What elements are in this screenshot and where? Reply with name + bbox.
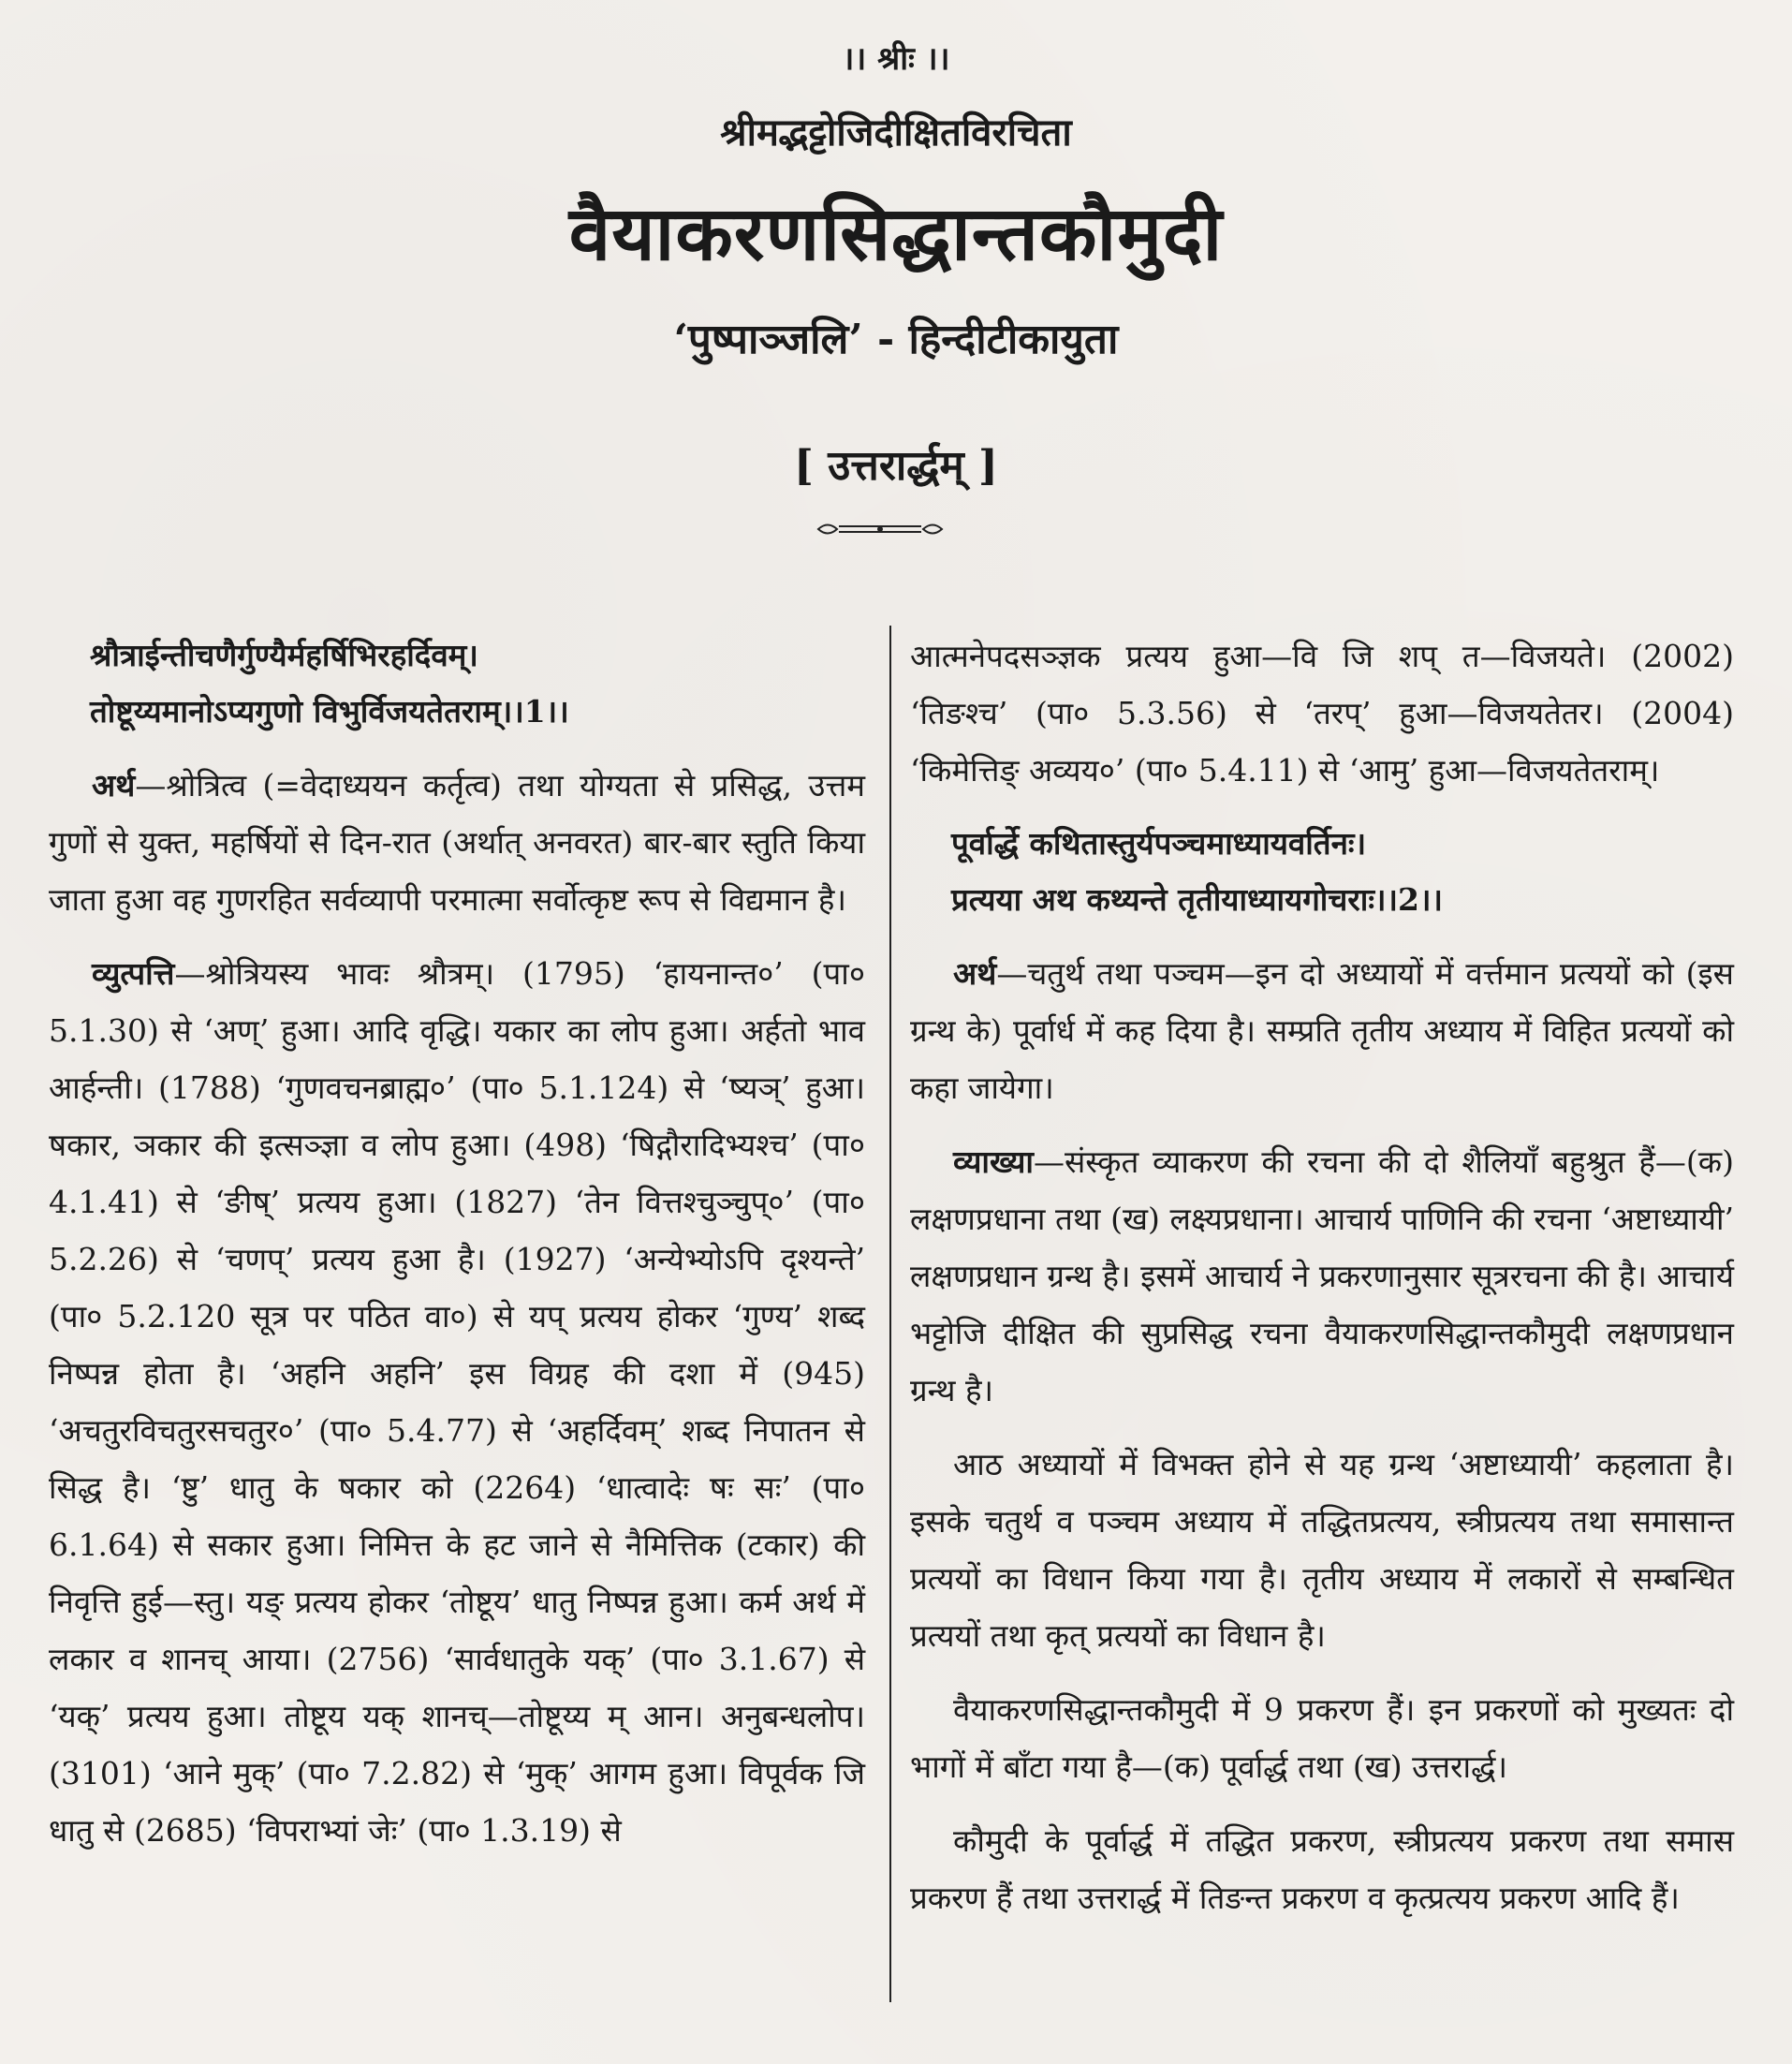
author-line: श्रीमद्भट्टोजिदीक्षितविरचिता — [720, 111, 1072, 155]
part-heading: [ उत्तरार्द्धम् ] — [794, 442, 998, 490]
verse-1 — [49, 627, 865, 740]
artha-paragraph-1 — [49, 757, 865, 928]
verse-2-line-1: पूर्वार्द्धे कथितास्तुर्यपञ्चमाध्यायवर्तिनः। — [951, 825, 1367, 862]
continuation-paragraph: आत्मनेपदसञ्ज्ञक प्रत्यय हुआ—वि जि शप् त—विजयते। (2002) ‘तिङश्च’ (पा० 5.3.56) से ‘तरप्’ हुआ—विजयतेतर। (2004) ‘किमेत्तिङ् अव्यय०’ (पा० 5.4.11) से ‘आमु’ हुआ—विजयतेतराम्। — [910, 638, 1734, 789]
left-column — [49, 627, 865, 1859]
artha-text-2: —चतुर्थ तथा पञ्चम—इन दो अध्यायों में वर्त्तमान प्रत्ययों को (इस ग्रन्थ के) पूर्वार्ध में कह दिया है। सम्प्रति तृतीय अध्याय में विहित प्रत्ययों को कहा जायेगा। — [910, 955, 1734, 1106]
artha-label-2: अर्थ — [953, 955, 997, 992]
verse-1-line-2: तोष्टूय्यमानोऽप्यगुणो विभुर्विजयतेतराम्।।1।। — [90, 693, 569, 730]
right-column — [910, 627, 1734, 1926]
column-divider — [889, 626, 891, 2002]
kaumudi-paragraph: कौमुदी के पूर्वार्द्ध में तद्धित प्रकरण, स्त्रीप्रत्यय प्रकरण तथा समास प्रकरण हैं तथा उत्तरार्द्ध में तिङन्त प्रकरण व कृत्प्रत्यय प्रकरण आदि हैं। — [910, 1822, 1734, 1916]
artha-paragraph-2 — [910, 945, 1734, 1116]
vyakhya-text: —संस्कृत व्याकरण की रचना की दो शैलियाँ बहुश्रुत हैं—(क) लक्षणप्रधाना तथा (ख) लक्ष्यप्रधाना। आचार्य पाणिनि की रचना ‘अष्टाध्यायी’ लक्षणप्रधान ग्रन्थ है। इसमें आचार्य ने प्रकरणानुसार सूत्ररचना की है। आचार्य भट्टोजि दीक्षित की सुप्रसिद्ध रचना वैयाकरणसिद्धान्तकौमुदी लक्षणप्रधान ग्रन्थ है। — [910, 1143, 1734, 1408]
verse-1-line-1: श्रौत्राईन्तीचणैर्गुण्यैर्महर्षिभिरहर्दिवम्। — [90, 637, 478, 673]
vyakhya-label: व्याख्या — [953, 1143, 1034, 1180]
book-subtitle: ‘पुष्पाञ्जलि’ - हिन्दीटीकायुता — [673, 316, 1119, 363]
vyutpatti-text: —श्रोत्रियस्य भावः श्रौत्रम्। (1795) ‘हायनान्त०’ (पा० 5.1.30) से ‘अण्’ हुआ। आदि वृद्धि। यकार का लोप हुआ। अर्हतो भाव आर्हन्ती। (1788) ‘गुणवचनब्राह्म०’ (पा० 5.1.124) से ‘ष्यञ्’ हुआ। षकार, ञकार की इत्सञ्ज्ञा व लोप हुआ। (498) ‘षिद्गौरादिभ्यश्च’ (पा० 4.1.41) से ‘ङीष्’ प्रत्यय हुआ। (1827) ‘तेन वित्तश्चुञ्चुप्०’ (पा० 5.2.26) से ‘चणप्’ प्रत्यय हुआ है। (1927) ‘अन्येभ्योऽपि दृश्यन्ते’ (पा० 5.2.120 सूत्र पर पठित वा०) से यप् प्रत्यय होकर ‘गुण्य’ शब्द निष्पन्न होता है। ‘अहनि अहनि’ इस विग्रह की दशा में (945) ‘अचतुरविचतुरसचतुर०’ (पा० 5.4.77) से ‘अहर्दिवम्’ शब्द निपातन से सिद्ध है। ‘ष्टु’ धातु के षकार को (2264) ‘धात्वादेः षः सः’ (पा० 6.1.64) से सकार हुआ। निमित्त के हट जाने से नैमित्तिक (टकार) की निवृत्ति हुई—स्तु। यङ् प्रत्यय होकर ‘तोष्टूय’ धातु निष्पन्न हुआ। कर्म अर्थ में लकार व शानच् आया। (2756) ‘सार्वधातुके यक्’ (पा० 3.1.67) से ‘यक्’ प्रत्यय हुआ। तोष्टूय यक् शानच्—तोष्टूय्य म् आन। अनुबन्धलोप। (3101) ‘आने मुक्’ (पा० 7.2.82) से ‘मुक्’ आगम हुआ। विपूर्वक जि धातु से (2685) ‘विपराभ्यां जेः’ (पा० 1.3.19) से — [49, 955, 865, 1849]
invocation-heading: ।। श्रीः ।। — [842, 40, 950, 78]
prakarana-paragraph: वैयाकरणसिद्धान्तकौमुदी में 9 प्रकरण हैं। इन प्रकरणों को मुख्यतः दो भागों में बाँटा गया है—(क) पूर्वार्द्ध तथा (ख) उत्तरार्द्ध। — [910, 1691, 1734, 1785]
book-title: वैयाकरणसिद्धान्तकौमुदी — [568, 189, 1224, 277]
vyakhya-paragraph — [910, 1133, 1734, 1419]
artha-label: अर्थ — [92, 767, 136, 803]
vyutpatti-label: व्युत्पत्ति — [92, 955, 175, 992]
artha-text: —श्रोत्रित्व (=वेदाध्ययन कर्तृत्व) तथा योग्यता से प्रसिद्ध, उत्तम गुणों से युक्त, महर्षियों से दिन-रात (अर्थात् अनवरत) बार-बार स्तुति किया जाता हुआ वह गुणरहित सर्वव्यापी परमात्मा सर्वोत्कृष्ट रूप से विद्यमान है। — [49, 767, 865, 918]
verse-2-line-2: प्रत्यया अथ कथ्यन्ते तृतीयाध्यायगोचराः।।2।। — [951, 881, 1444, 918]
ornament-divider-icon — [815, 517, 946, 541]
verse-2 — [910, 816, 1734, 928]
ashtadhyayi-paragraph: आठ अध्यायों में विभक्त होने से यह ग्रन्थ ‘अष्टाध्यायी’ कहलाता है। इसके चतुर्थ व पञ्चम अध्याय में तद्धितप्रत्यय, स्त्रीप्रत्यय तथा समासान्त प्रत्ययों का विधान किया गया है। तृतीय अध्याय में लकारों से सम्बन्धित प्रत्ययों तथा कृत् प्रत्ययों का विधान है। — [910, 1446, 1734, 1654]
vyutpatti-paragraph — [49, 945, 865, 1859]
